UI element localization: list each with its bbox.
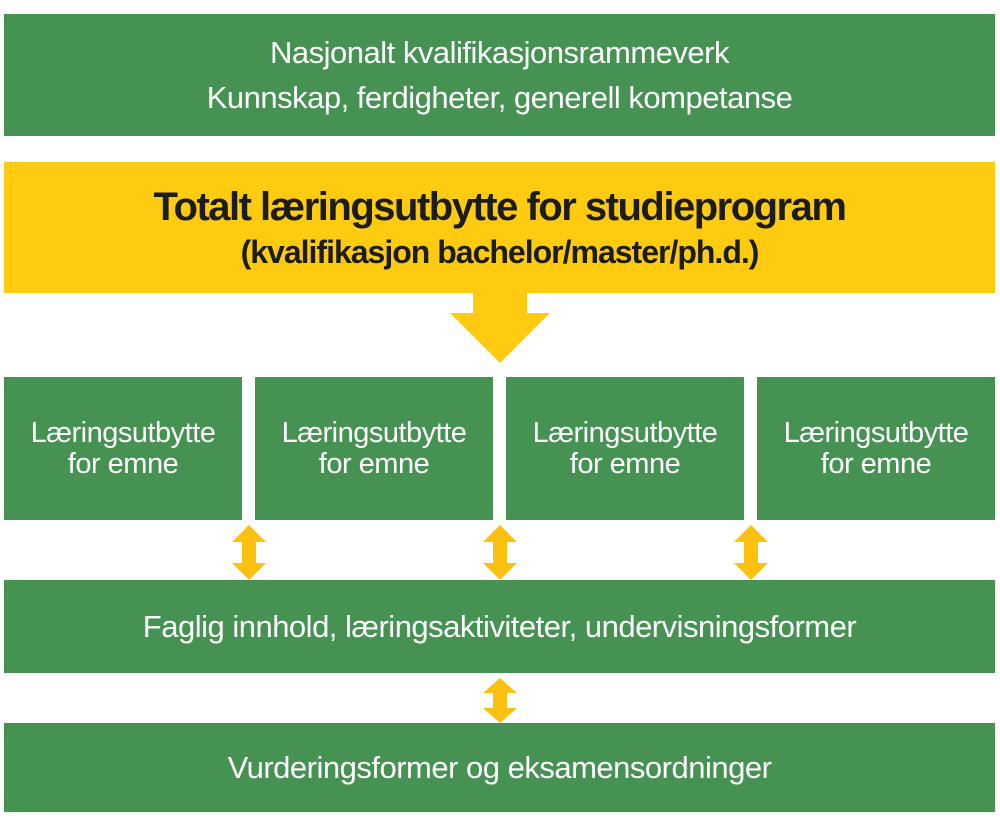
course-outcome-box-4-line2: for emne — [820, 447, 932, 480]
course-outcome-box-4-line1: Læringsutbytte — [783, 416, 969, 449]
framework-band — [4, 14, 995, 136]
course-outcome-box-2 — [255, 377, 493, 520]
program-outcome-band — [4, 162, 995, 293]
down-arrow-icon — [440, 292, 560, 363]
double-arrow-shape — [483, 678, 517, 723]
content-band — [4, 580, 995, 673]
course-outcome-box-2-line1: Læringsutbytte — [281, 416, 467, 449]
course-outcome-box-4 — [757, 377, 995, 520]
course-outcome-box-1 — [4, 377, 242, 520]
course-outcome-box-3-line2: for emne — [569, 447, 681, 480]
double-arrow-icon-2 — [483, 525, 517, 580]
assessment-band — [4, 723, 995, 812]
double-arrow-icon-1 — [232, 525, 266, 580]
double-arrow-shape — [232, 525, 266, 580]
program-outcome-title: Totalt læringsutbytte for studieprogram — [153, 185, 846, 229]
down-arrow-shape — [450, 292, 550, 363]
double-arrow-shape — [734, 525, 768, 580]
content-band-label: Faglig innhold, læringsaktiviteter, undervisningsformer — [142, 609, 857, 644]
double-arrow-shape — [483, 525, 517, 580]
double-arrow-icon-3 — [734, 525, 768, 580]
course-outcome-box-2-line2: for emne — [318, 447, 430, 480]
course-outcome-box-3-line1: Læringsutbytte — [532, 416, 718, 449]
double-arrow-icon-4 — [483, 678, 517, 723]
assessment-band-label: Vurderingsformer og eksamensordninger — [227, 750, 772, 785]
framework-band-line2: Kunnskap, ferdigheter, generell kompetanse — [206, 80, 793, 115]
course-outcome-box-1-line2: for emne — [67, 447, 179, 480]
course-outcome-box-3 — [506, 377, 744, 520]
course-outcome-box-1-line1: Læringsutbytte — [30, 416, 216, 449]
program-outcome-subtitle: (kvalifikasjon bachelor/master/ph.d.) — [240, 234, 759, 270]
framework-band-line1: Nasjonalt kvalifikasjonsrammeverk — [270, 35, 729, 70]
